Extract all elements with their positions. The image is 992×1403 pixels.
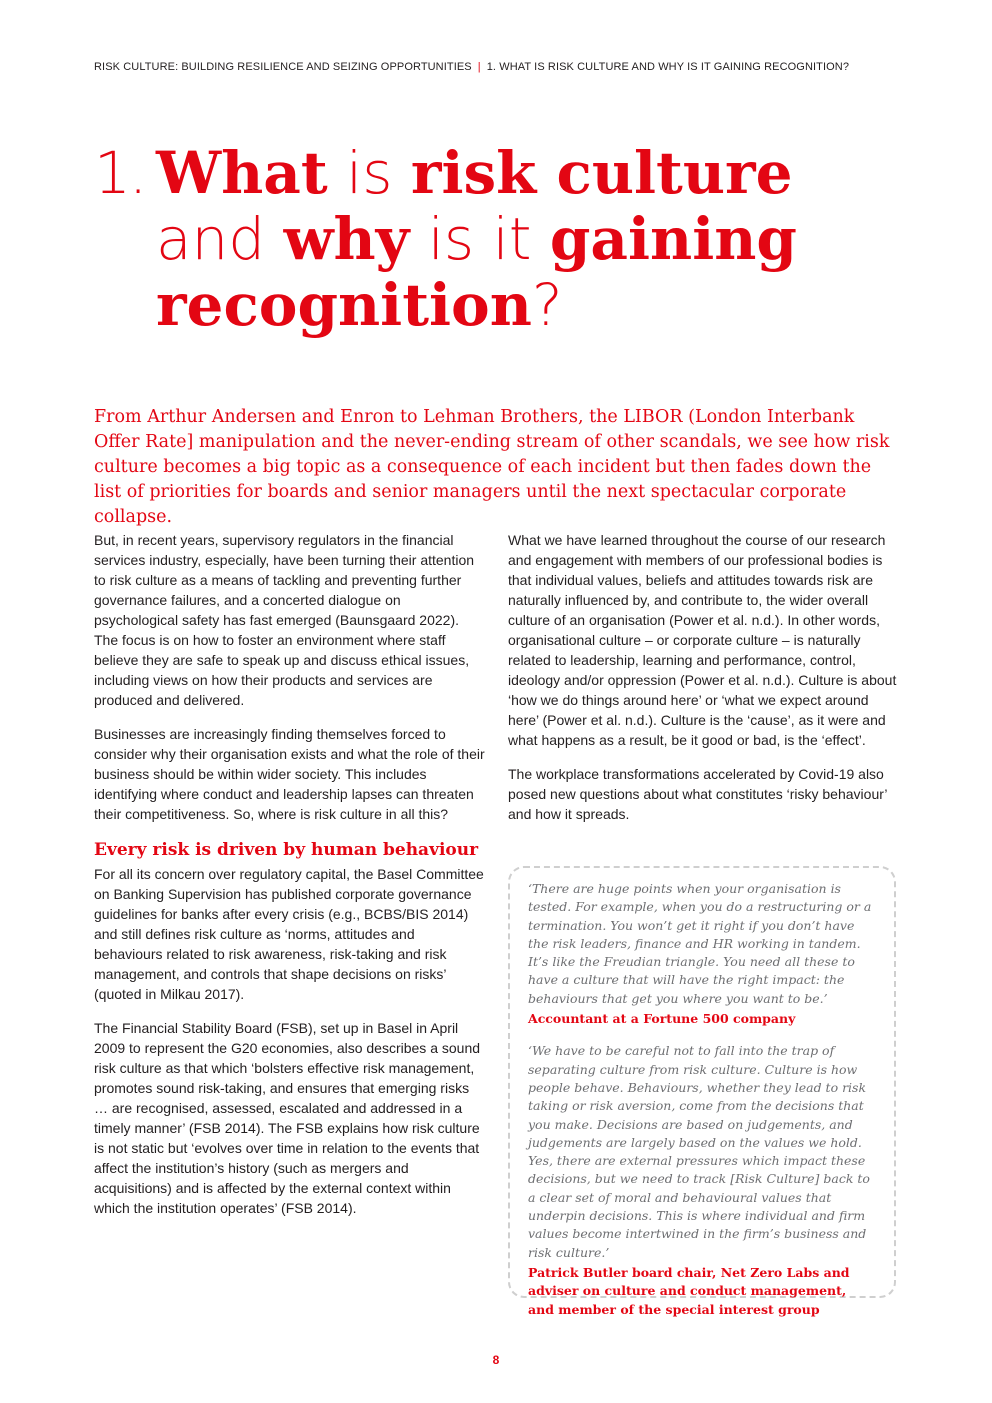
running-header — [94, 61, 894, 73]
right-column — [508, 530, 900, 838]
left-paragraph-3: For all its concern over regulatory capital, the Basel Committee on Banking Supervision has published corporate governance guidelines for banks after every crisis (e.g., BCBS/BIS 2014) and still defines risk culture as ‘norms, attitudes and behaviours related to risk awareness, risk-taking and risk management, and controls that shape decisions on risks’ (quoted in Milkau 2017). — [94, 866, 484, 1002]
title-word-risk-culture: risk culture — [410, 139, 793, 207]
quote-box — [508, 866, 896, 1317]
header-chapter-title: 1. WHAT IS RISK CULTURE AND WHY IS IT GAINING RECOGNITION? — [486, 61, 850, 73]
title-word-why: why — [283, 205, 410, 273]
quote-attribution: Patrick Butler board chair, Net Zero Labs and adviser on culture and conduct management, and member of the special interest group — [528, 1264, 850, 1317]
title-word-and: and — [156, 205, 266, 273]
quote-text: ‘We have to be careful not to fall into the trap of separating culture from risk culture. Culture is how people behave. Behaviours, whether they lead to risk taking or risk aversion, come from the decisions that you make. Decisions are based on judgements, and judgements are largely based on the values we hold. Yes, there are external pressures which impact these decisions, but we need to track [Risk Culture] back to a clear set of moral and behavioural values that underpin decisions. This is where individual and firm values become intertwined in the firm’s business and risk culture.’ — [528, 1043, 870, 1260]
left-paragraph-1: But, in recent years, supervisory regulators in the financial services industry, especially, have been turning their attention to risk culture as a means of tackling and preventing further governance failures, and a concerted dialogue on psychological safety has fast emerged (Baunsgaard 2022). The focus is on how to foster an environment where staff believe they are safe to speak up and discuss ethical issues, including views on how their products and services are produced and delivered. — [94, 532, 475, 708]
intro-paragraph: From Arthur Andersen and Enron to Lehman Brothers, the LIBOR (London Interbank Offer Rate] manipulation and the never-ending stream of other scandals, we see how risk culture becomes a big topic as a consequence of each incident but then fades down the list of priorities for boards and senior managers until the next spectacular corporate collapse. — [94, 407, 890, 527]
title-word-gaining: gaining — [549, 205, 797, 273]
left-paragraph-2: Businesses are increasingly finding themselves forced to consider why their organisation exists and what the role of their business should be within wider society. This includes identifying where conduct and leadership lapses can threaten their competitiveness. So, where is risk culture in all this? — [94, 726, 485, 822]
chapter-number: 1. — [94, 139, 146, 207]
right-paragraph-2: The workplace transformations accelerated by Covid-19 also posed new questions about what constitutes ‘risky behaviour’ and how it spreads. — [508, 766, 887, 822]
header-publication-title: RISK CULTURE: BUILDING RESILIENCE AND SEIZING OPPORTUNITIES — [94, 61, 472, 73]
header-separator: | — [477, 61, 481, 73]
title-word-is-it: is it — [427, 205, 532, 273]
quote-text: ‘There are huge points when your organisation is tested. For example, when you do a restructuring or a termination. You won’t get it right if you don’t have the risk leaders, finance and HR working in tandem. It’s like the Freudian triangle. You need all these to have a culture that will have the right impact: the behaviours that get you where you want to be.’ — [528, 881, 872, 1006]
section-heading: Every risk is driven by human behaviour — [94, 840, 479, 860]
title-word-what: What — [156, 139, 328, 207]
title-word-recognition: recognition — [156, 271, 532, 339]
title-line-2 — [156, 206, 797, 272]
right-paragraph-1: What we have learned throughout the course of our research and engagement with members of our professional bodies is that individual values, beliefs and attitudes towards risk are naturally influenced by, and contribute to, the wider overall culture of an organisation (Power et al. n.d.). In other words, organisational culture – or corporate culture – is naturally related to leadership, learning and performance, control, ideology and/or oppression (Power et al. n.d.). Culture is about ‘how we do things around here’ or ‘what we expect around here’ (Power et al. n.d.). Culture is the ‘cause’, as it were and what happens as a result, be it good or bad, is the ‘effect’. — [508, 532, 897, 748]
left-column — [94, 530, 486, 1232]
title-word-is: is — [346, 139, 393, 207]
page-number: 8 — [492, 1353, 500, 1367]
quote-attribution: Accountant at a Fortune 500 company — [528, 1011, 796, 1027]
title-line-3 — [156, 272, 797, 338]
title-question-mark: ? — [531, 271, 563, 339]
left-paragraph-4: The Financial Stability Board (FSB), set up in Basel in April 2009 to represent the G20 economies, also describes a sound risk culture as that which ‘bolsters effective risk management, promotes sound risk-taking, and ensures that emerging risks … are recognised, assessed, escalated and addressed in a timely manner’ (FSB 2014). The FSB explains how risk culture is not static but ‘evolves over time in relation to the events that affect the institution’s history (such as mergers and acquisitions) and is affected by the external context within which the institution operates’ (FSB 2014). — [94, 1020, 481, 1216]
title-line-1 — [156, 140, 797, 206]
